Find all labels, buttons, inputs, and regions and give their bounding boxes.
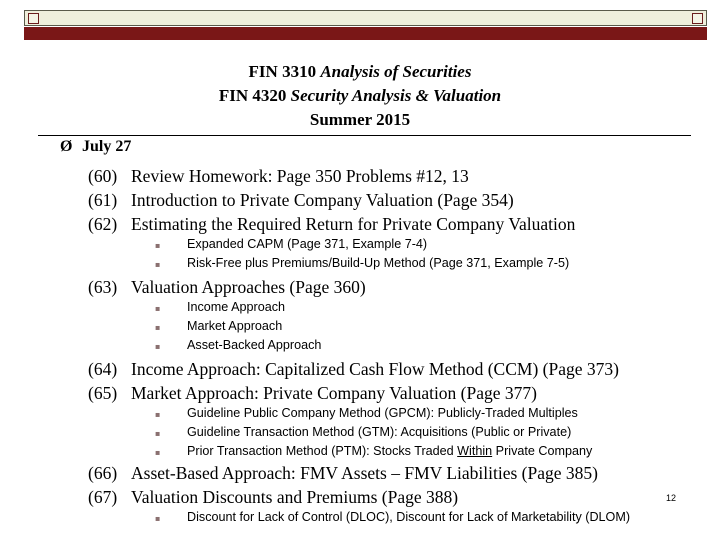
agenda-item-64: (64) Income Approach: Capitalized Cash Flow Method (CCM) (Page 373) (88, 359, 619, 379)
subitem-expanded-capm: Expanded CAPM (Page 371, Example 7-4) (187, 237, 428, 251)
subitem-build-up: Risk-Free plus Premiums/Build-Up Method (Page 371, Example 7-5) (187, 256, 570, 270)
agenda-item-63: (63) Valuation Approaches (Page 360) (88, 277, 366, 297)
square-bullet-icon: ▪ (155, 410, 161, 419)
right-square-icon (692, 13, 703, 24)
header-band (24, 27, 707, 40)
square-bullet-icon: ▪ (155, 241, 161, 250)
subitem-market-approach: Market Approach (187, 319, 283, 333)
subitem-asset-backed: Asset-Backed Approach (187, 338, 322, 352)
square-bullet-icon: ▪ (155, 448, 161, 457)
square-bullet-icon: ▪ (155, 342, 161, 351)
square-bullet-icon: ▪ (155, 429, 161, 438)
top-decorative-bar (24, 10, 707, 26)
square-bullet-icon: ▪ (155, 514, 161, 523)
agenda-item-67: (67) Valuation Discounts and Premiums (Page 388) (88, 487, 459, 507)
subitem-gpcm: Guideline Public Company Method (GPCM): Publicly-Traded Multiples (187, 406, 578, 420)
title-divider (38, 135, 691, 136)
subitem-ptm: Prior Transaction Method (PTM): Stocks Traded Within Private Company (187, 444, 593, 458)
square-bullet-icon: ▪ (155, 304, 161, 313)
course-title-2: FIN 4320 Security Analysis & Valuation (218, 86, 502, 105)
square-bullet-icon: ▪ (155, 260, 161, 269)
agenda-item-65: (65) Market Approach: Private Company Valuation (Page 377) (88, 383, 537, 403)
arrow-bullet-icon: Ø (60, 138, 73, 155)
subitem-income-approach: Income Approach (187, 300, 286, 314)
agenda-item-62: (62) Estimating the Required Return for Private Company Valuation (88, 214, 576, 234)
page-number: 12 (666, 493, 677, 503)
agenda-item-66: (66) Asset-Based Approach: FMV Assets – FMV Liabilities (Page 385) (88, 463, 598, 483)
term-label: Summer 2015 (309, 110, 411, 129)
left-square-icon (28, 13, 39, 24)
date-heading: Ø July 27 (60, 138, 132, 155)
agenda-item-60: (60) Review Homework: Page 350 Problems #12, 13 (88, 166, 469, 186)
square-bullet-icon: ▪ (155, 323, 161, 332)
agenda-item-61: (61) Introduction to Private Company Valuation (Page 354) (88, 190, 514, 210)
course-title-1: FIN 3310 Analysis of Securities (248, 62, 472, 81)
subitem-gtm: Guideline Transaction Method (GTM): Acquisitions (Public or Private) (187, 425, 572, 439)
subitem-discounts: Discount for Lack of Control (DLOC), Discount for Lack of Marketability (DLOM) (187, 510, 631, 524)
